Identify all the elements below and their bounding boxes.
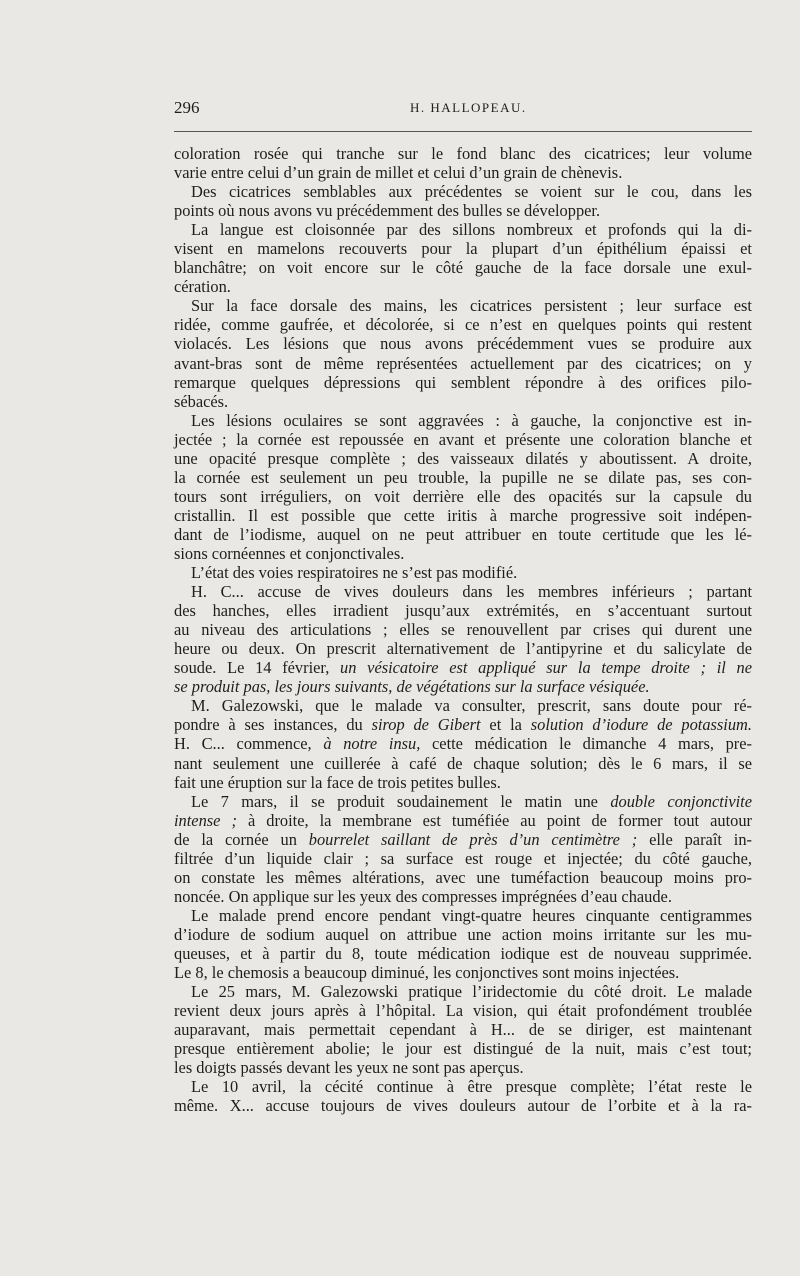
text-line [174,163,752,182]
text-line [174,982,752,1001]
line-text: heure ou deux. On prescrit alternativement de l’antipyrine et du salicylate de [174,639,752,659]
text-line [174,754,752,773]
line-text: avant-bras sont de même représentées actuellement par des cicatrices; on y [174,353,752,373]
line-text: Le 10 avril, la cécité continue à être presque complète; l’état reste le [191,1077,752,1097]
text-line [174,582,752,601]
line-text: et la [480,715,531,735]
line-text: cristallin. Il est possible que cette iritis à marche progressive soit indépen- [174,505,752,525]
line-text: Sur la face dorsale des mains, les cicatrices persistent ; leur surface est [191,296,752,316]
line-text: La langue est cloisonnée par des sillons nombreux et profonds qui la di- [191,220,752,240]
text-line [174,239,752,258]
line-text: Le 8, le chemosis a beaucoup diminué, les conjonctives sont moins injectées. [174,963,680,983]
italic-text: intense ; [174,810,237,830]
line-text: H. C... accuse de vives douleurs dans les membres inférieurs ; partant [191,582,752,602]
line-text: d’iodure de sodium auquel on attribue une action moins irritante sur les mu- [174,924,752,944]
line-text: pondre à ses instances, du [174,715,372,735]
line-text: à droite, la membrane est tuméfiée au point de former tout autour [236,810,753,830]
line-text: varie entre celui d’un grain de millet et celui d’un grain de chènevis. [174,163,623,183]
line-text: presque entièrement abolie; le jour est distingué de la nuit, mais c’est tout; [174,1039,752,1059]
italic-text: solution d’iodure de potassium. [530,715,752,735]
line-text: ridée, comme gaufrée, et décolorée, si ce n’est en quelques points qui restent [174,315,752,335]
text-line [174,373,752,392]
text-line [174,906,752,925]
text-line [174,334,752,353]
line-text: nant seulement une cuillerée à café de chaque solution; dès le 6 mars, il se [174,753,752,773]
text-line [174,944,752,963]
text-line [174,449,752,468]
text-line [174,1001,752,1020]
line-text: Le 7 mars, il se produit soudainement le matin une [191,791,611,811]
italic-text: double conjonctivite [610,791,752,811]
text-line [174,277,752,296]
line-text: remarque quelques dépressions qui semblent répondre à des orifices pilo- [174,372,752,392]
text-line [174,792,752,811]
page-number: 296 [174,98,200,117]
text-line [174,296,752,315]
page-header [174,98,754,122]
text-line [174,963,752,982]
text-line [174,620,752,639]
line-text: une opacité presque complète ; des vaisseaux dilatés y aboutissent. A droite, [174,448,752,468]
line-text: M. Galezowski, que le malade va consulter, prescrit, sans doute pour ré- [191,696,752,716]
line-text: noncée. On applique sur les yeux des compresses imprégnées d’eau chaude. [174,886,672,906]
text-line [174,1096,752,1115]
text-line [174,1039,752,1058]
line-text: L’état des voies respiratoires ne s’est pas modifié. [191,563,518,583]
line-text: cette médication le dimanche 4 mars, pre- [420,734,752,754]
line-text: revient deux jours après à l’hôpital. La vision, qui était profondément troublée [174,1001,752,1021]
line-text: cération. [174,277,231,297]
text-line [174,563,752,582]
text-line [174,487,752,506]
text-line [174,506,752,525]
text-line [174,601,752,620]
header-rule [174,131,752,132]
line-text: sébacés. [174,391,229,411]
text-line [174,925,752,944]
text-line [174,182,752,201]
line-text: filtrée d’un liquide clair ; sa surface est rouge et injectée; du côté gauche, [174,848,752,868]
italic-text: se produit pas, les jours suivants, de végétations sur la surface vésiquée. [174,677,650,697]
line-text: de la cornée un [174,829,309,849]
line-text: violacés. Les lésions que nous avons précédemment vues se produire aux [174,334,752,354]
text-line [174,201,752,220]
italic-text: un vésicatoire est appliqué sur la tempe droite ; il ne [340,658,752,678]
line-text: auparavant, mais permettait cependant à H... de se diriger, est maintenant [174,1020,752,1040]
line-text: elle paraît in- [637,829,752,849]
text-line [174,868,752,887]
text-line [174,144,752,163]
text-line [174,887,752,906]
line-text: Le 25 mars, M. Galezowski pratique l’iridectomie du côté droit. Le malade [191,982,752,1002]
line-text: même. X... accuse toujours de vives douleurs autour de l’orbite et à la ra- [174,1096,752,1116]
line-text: la cornée est seulement un peu trouble, la pupille ne se dilate pas, ses con- [174,467,752,487]
line-text: Des cicatrices semblables aux précédentes se voient sur le cou, dans les [191,182,752,202]
italic-text: bourrelet saillant de près d’un centimètre ; [308,829,638,849]
line-text: au niveau des articulations ; elles se renouvellent par crises qui durent une [174,620,752,640]
line-text: on constate les mêmes altérations, avec une tuméfaction beaucoup moins pro- [174,867,752,887]
text-line [174,392,752,411]
text-line [174,354,752,373]
text-line [174,658,752,677]
italic-text: à notre insu, [323,734,421,754]
line-text: sions cornéennes et conjonctivales. [174,543,405,563]
line-text: jectée ; la cornée est repoussée en avant et présente une coloration blanche et [174,429,752,449]
text-line [174,639,752,658]
running-title: H. HALLOPEAU. [410,100,527,115]
text-line [174,696,752,715]
text-line [174,525,752,544]
line-text: tours sont irréguliers, on voit derrière elle des opacités sur la capsule du [174,486,752,506]
line-text: fait une éruption sur la face de trois petites bulles. [174,772,501,792]
line-text: soude. Le 14 février, [174,658,341,678]
text-line [174,220,752,239]
text-line [174,677,752,696]
text-line [174,468,752,487]
text-line [174,315,752,334]
line-text: les doigts passés devant les yeux ne sont pas aperçus. [174,1058,524,1078]
line-text: visent en mamelons recouverts pour la plupart d’un épithélium épaissi et [174,239,752,259]
text-line [174,411,752,430]
italic-text: sirop de Gibert [371,715,481,735]
text-line [174,830,752,849]
text-line [174,811,752,830]
text-line [174,430,752,449]
text-line [174,1020,752,1039]
line-text: blanchâtre; on voit encore sur le côté gauche de la face dorsale une exul- [174,258,752,278]
line-text: H. C... commence, [174,734,324,754]
line-text: dant de l’iodisme, auquel on ne peut attribuer en toute certitude que les lé- [174,524,752,544]
text-line [174,1058,752,1077]
line-text: Les lésions oculaires se sont aggravées : à gauche, la conjonctive est in- [191,410,752,430]
text-line [174,1077,752,1096]
text-line [174,849,752,868]
line-text: des hanches, elles irradient jusqu’aux extrémités, en s’accentuant surtout [174,601,752,621]
line-text: queuses, et à partir du 8, toute médication iodique est de nouveau supprimée. [174,943,752,963]
line-text: Le malade prend encore pendant vingt-quatre heures cinquante centigrammes [191,905,752,925]
line-text: points où nous avons vu précédemment des bulles se développer. [174,201,601,221]
body-text [174,144,752,1115]
line-text: coloration rosée qui tranche sur le fond blanc des cicatrices; leur volume [174,144,752,163]
text-line [174,544,752,563]
text-line [174,258,752,277]
text-line [174,734,752,753]
text-line [174,715,752,734]
text-line [174,773,752,792]
